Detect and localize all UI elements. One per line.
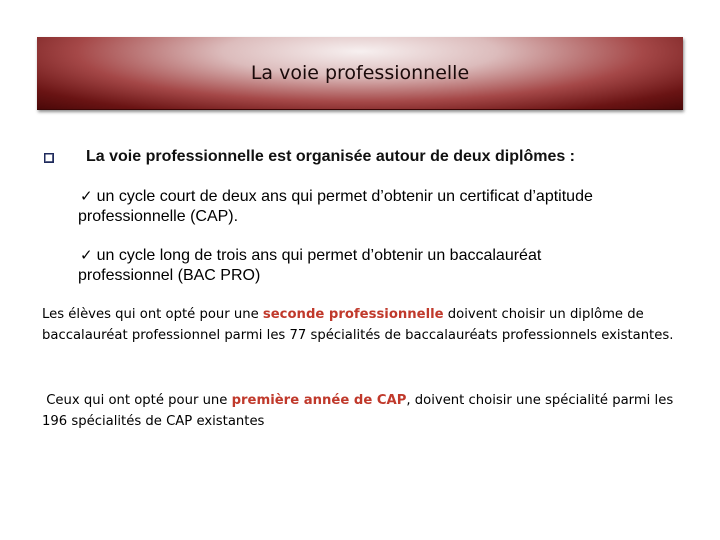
- paragraph-text: , doivent choisir une spécialité parmi les 196 spécialités de CAP existantes: [42, 393, 674, 429]
- checkmark-icon: ✓: [80, 187, 93, 205]
- paragraph-text: Les élèves qui ont opté pour une: [42, 307, 263, 322]
- paragraph-cap: [42, 390, 692, 432]
- title-banner: [37, 37, 683, 110]
- highlight-text: seconde professionnelle: [262, 307, 444, 322]
- paragraph-seconde: [42, 304, 692, 346]
- paragraph-text: Ceux qui ont opté pour une: [42, 393, 232, 408]
- list-item: [78, 186, 593, 227]
- list-item-line: un cycle court de deux ans qui permet d’obtenir un certificat d’aptitude: [96, 188, 593, 205]
- list-item-line: professionnelle (CAP).: [78, 208, 239, 225]
- highlight-text: première année de CAP: [231, 393, 407, 408]
- list-item: [78, 245, 541, 286]
- list-item-line: un cycle long de trois ans qui permet d’obtenir un baccalauréat: [96, 247, 542, 264]
- main-point-text: La voie professionnelle est organisée autour de deux diplômes :: [86, 148, 576, 165]
- square-bullet-icon: [44, 153, 54, 163]
- checkmark-icon: ✓: [80, 246, 93, 264]
- slide-title: La voie professionnelle: [250, 62, 470, 84]
- list-item-line: professionnel (BAC PRO): [78, 267, 261, 284]
- paragraph-text: doivent choisir un diplôme de baccalauréat professionnel parmi les 77 spécialités de baccalauréats professionnels existantes.: [42, 307, 674, 343]
